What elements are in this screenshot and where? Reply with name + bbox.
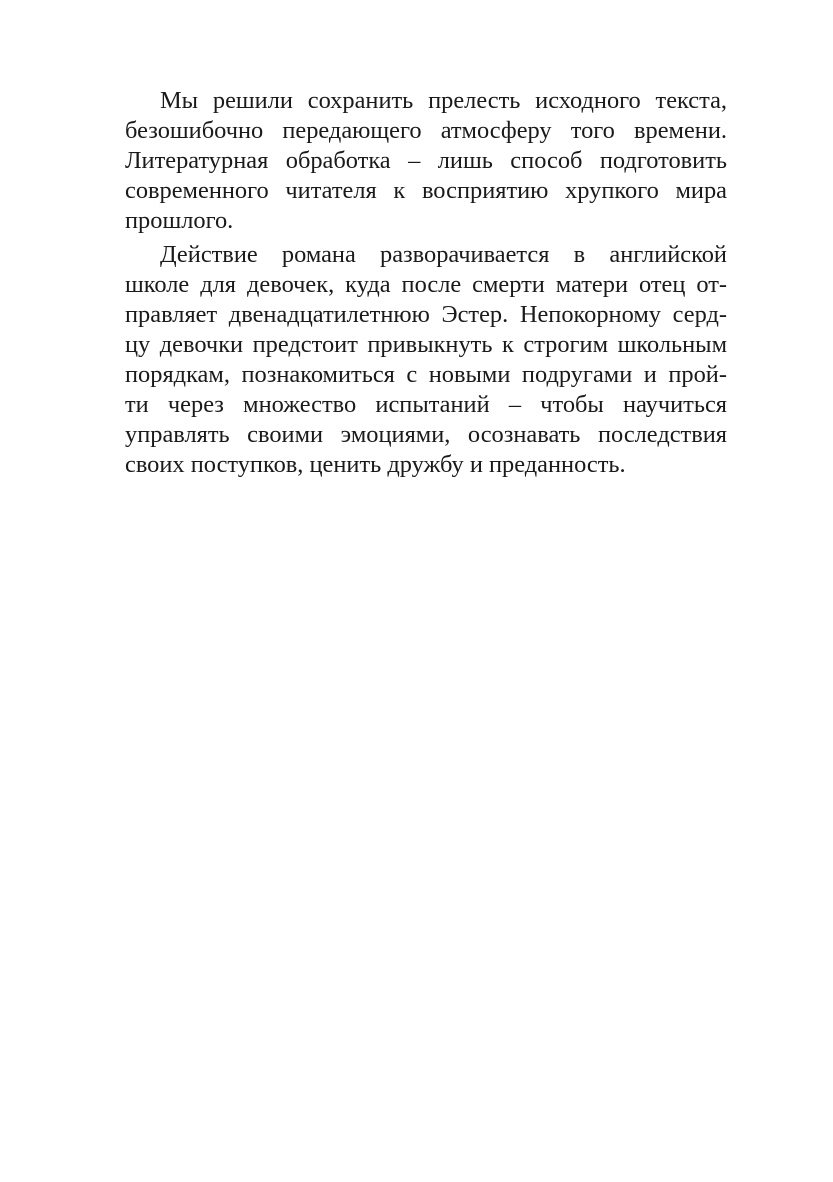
paragraph-2 — [125, 240, 727, 480]
text-line: ти через множество испытаний – чтобы научиться — [125, 391, 727, 418]
text-line: правляет двенадцатилетнюю Эстер. Непокорному серд- — [125, 301, 727, 328]
text-line: Мы решили сохранить прелесть исходного текста, — [160, 87, 727, 114]
text-line: школе для девочек, куда после смерти матери отец от- — [125, 271, 727, 298]
text-line: безошибочно передающего атмосферу того времени. — [125, 117, 727, 144]
text-line: современного читателя к восприятию хрупкого мира — [125, 177, 727, 204]
body-text — [125, 86, 727, 480]
paragraph-1 — [125, 86, 727, 236]
text-line: Действие романа разворачивается в английской — [160, 241, 727, 268]
text-line: управлять своими эмоциями, осознавать последствия — [125, 421, 727, 448]
text-line: Литературная обработка – лишь способ подготовить — [125, 147, 727, 174]
text-line: своих поступков, ценить дружбу и преданность. — [125, 451, 626, 478]
text-line: прошлого. — [125, 207, 234, 234]
text-line: цу девочки предстоит привыкнуть к строгим школьным — [125, 331, 727, 358]
text-line: порядкам, познакомиться с новыми подругами и прой- — [125, 361, 727, 388]
